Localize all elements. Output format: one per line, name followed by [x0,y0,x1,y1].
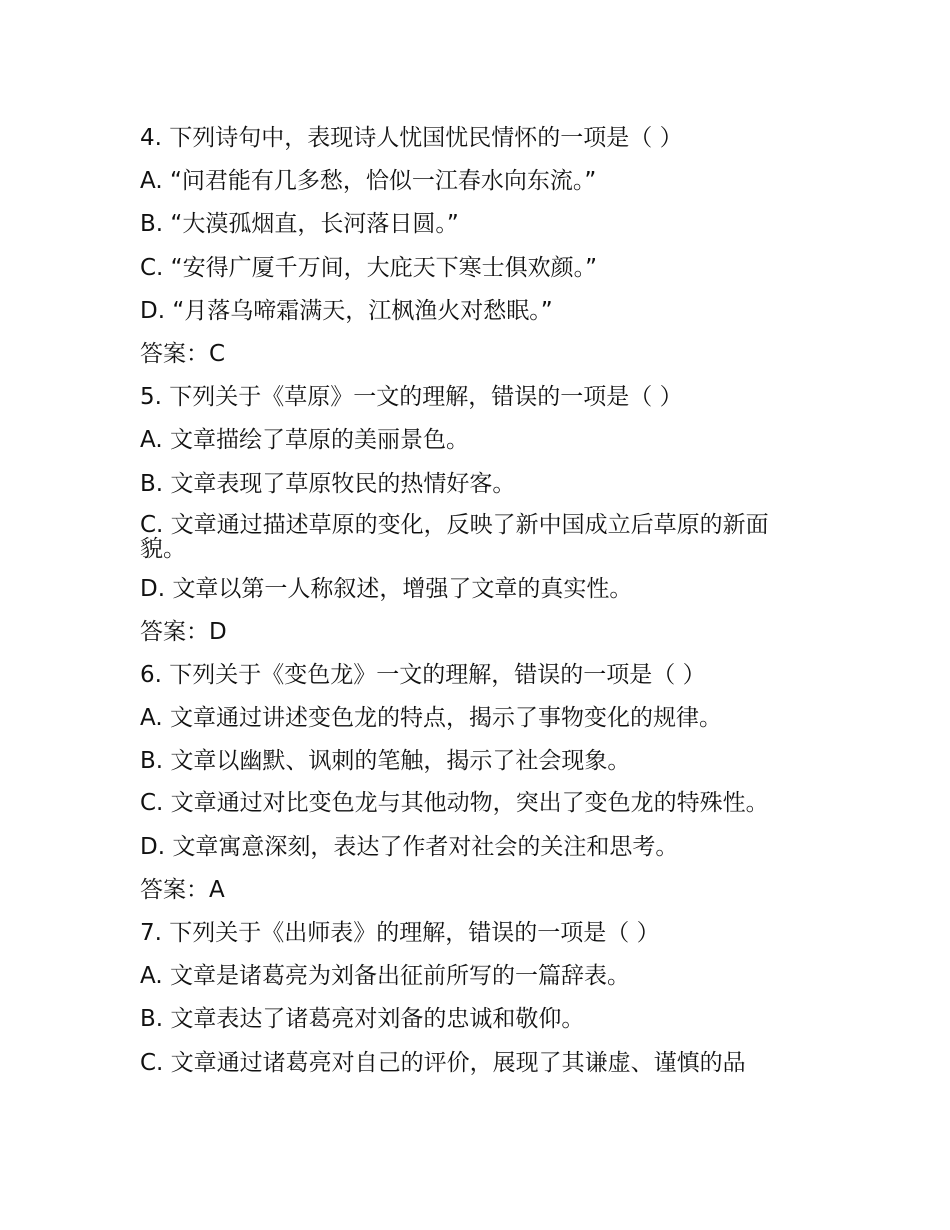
question-6-answer: 答案：A [140,876,225,903]
question-6-option-d: D. 文章寓意深刻，表达了作者对社会的关注和思考。 [140,833,679,860]
question-6-option-c: C. 文章通过对比变色龙与其他动物，突出了变色龙的特殊性。 [140,789,769,816]
question-5-option-a: A. 文章描绘了草原的美丽景色。 [140,427,469,454]
question-4-stem: 4. 下列诗句中，表现诗人忧国忧民情怀的一项是（ ） [140,125,683,151]
question-5-option-d: D. 文章以第一人称叙述，增强了文章的真实性。 [140,575,633,602]
question-4-option-d: D. “月落乌啼霜满天，江枫渔火对愁眠。” [140,297,553,324]
question-7-stem: 7. 下列关于《出师表》的理解，错误的一项是（ ） [140,920,660,946]
question-5-stem: 5. 下列关于《草原》一文的理解，错误的一项是（ ） [140,384,683,411]
question-6-stem: 6. 下列关于《变色龙》一文的理解，错误的一项是（ ） [140,662,706,689]
question-5-option-c: C. 文章通过描述草原的变化，反映了新中国成立后草原的新面貌。 [140,511,769,562]
question-7-option-c: C. 文章通过诸葛亮对自己的评价，展现了其谦虚、谨慎的品 [140,1049,746,1076]
question-6-option-b: B. 文章以幽默、讽刺的笔触，揭示了社会现象。 [140,748,631,775]
question-7-option-a: A. 文章是诸葛亮为刘备出征前所写的一篇辞表。 [140,963,630,990]
question-5-option-b: B. 文章表现了草原牧民的热情好客。 [140,470,516,497]
question-4-option-a: A. “问君能有几多愁，恰似一江春水向东流。” [140,168,597,195]
document-page [140,124,800,1092]
question-4-option-c: C. “安得广厦千万间，大庇天下寒士俱欢颜。” [140,254,598,281]
question-4-option-b: B. “大漠孤烟直，长河落日圆。” [140,211,459,238]
question-7-option-b: B. 文章表达了诸葛亮对刘备的忠诚和敬仰。 [140,1006,585,1033]
question-5-answer: 答案：D [140,618,227,645]
question-4-answer: 答案：C [140,340,226,367]
question-6-option-a: A. 文章通过讲述变色龙的特点，揭示了事物变化的规律。 [140,705,722,732]
